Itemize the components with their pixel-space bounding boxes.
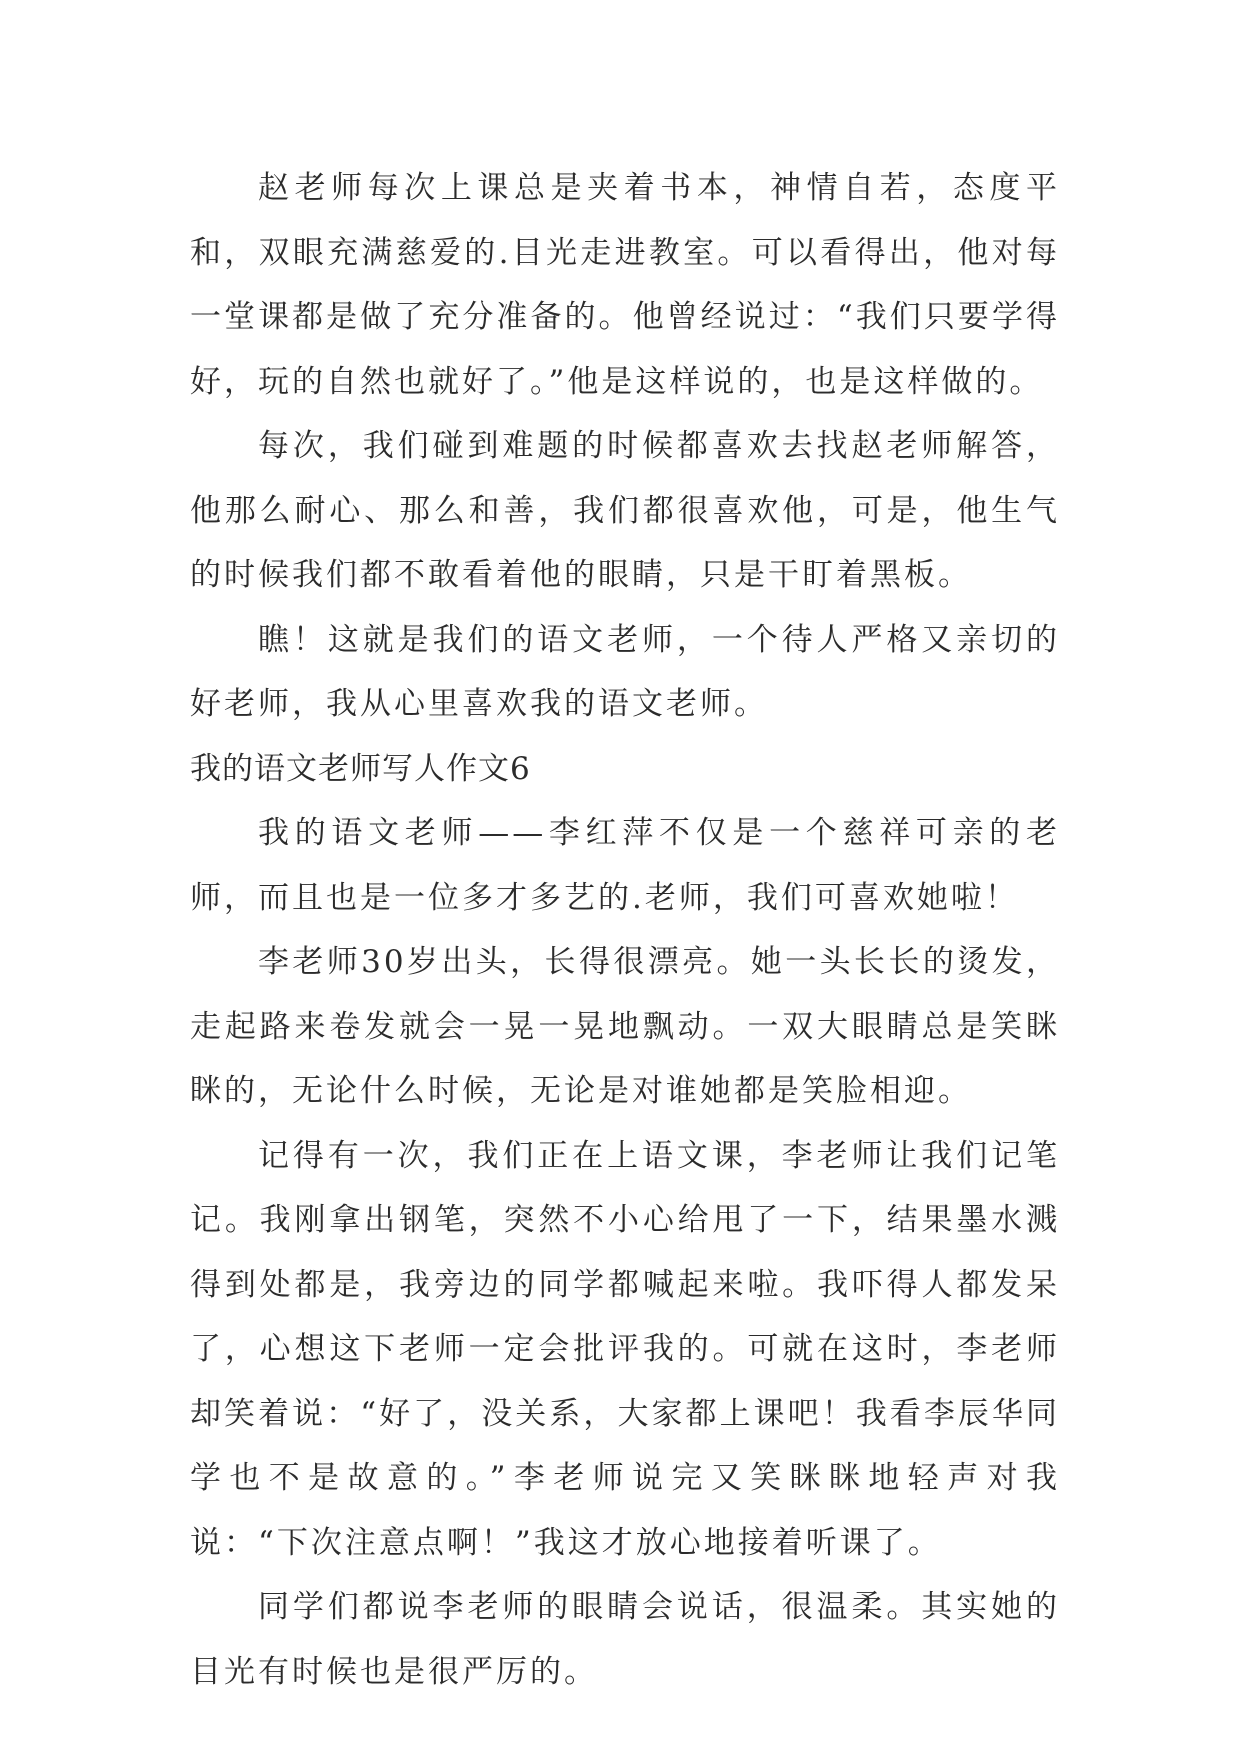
paragraph-teacher-zhao-manner: 赵老师每次上课总是夹着书本，神情自若，态度平和，双眼充满慈爱的.目光走进教室。可以看得出，他对每一堂课都是做了充分准备的。他曾经说过：“我们只要学得好，玩的自然也就好了。”他是这样说的，也是这样做的。	[190, 170, 1060, 400]
paragraph-ink-story: 记得有一次，我们正在上语文课，李老师让我们记笔记。我刚拿出钢笔，突然不小心给甩了一下，结果墨水溅得到处都是，我旁边的同学都喊起来啦。我吓得人都发呆了，心想这下老师一定会批评我的。可就在这时，李老师却笑着说：“好了，没关系，大家都上课吧！我看李辰华同学也不是故意的。”李老师说完又笑眯眯地轻声对我说：“下次注意点啊！”我这才放心地接着听课了。	[190, 1137, 1060, 1561]
paragraph-teacher-li-appearance: 李老师30岁出头，长得很漂亮。她一头长长的烫发，走起路来卷发就会一晃一晃地飘动。一双大眼睛总是笑眯眯的，无论什么时候，无论是对谁她都是笑脸相迎。	[190, 944, 1060, 1109]
essay-section-title: 我的语文老师写人作文6	[190, 750, 531, 787]
paragraph-teacher-li-intro: 我的语文老师——李红萍不仅是一个慈祥可亲的老师，而且也是一位多才多艺的.老师，我们可喜欢她啦！	[190, 815, 1060, 916]
paragraph-teacher-zhao-patience: 每次，我们碰到难题的时候都喜欢去找赵老师解答，他那么耐心、那么和善，我们都很喜欢他，可是，他生气的时候我们都不敢看着他的眼睛，只是干盯着黑板。	[190, 428, 1060, 593]
paragraph-teacher-li-eyes: 同学们都说李老师的眼睛会说话，很温柔。其实她的目光有时候也是很严厉的。	[190, 1589, 1060, 1690]
document-body	[190, 156, 1060, 1704]
paragraph-conclusion: 瞧！这就是我们的语文老师，一个待人严格又亲切的好老师，我从心里喜欢我的语文老师。	[190, 621, 1060, 722]
